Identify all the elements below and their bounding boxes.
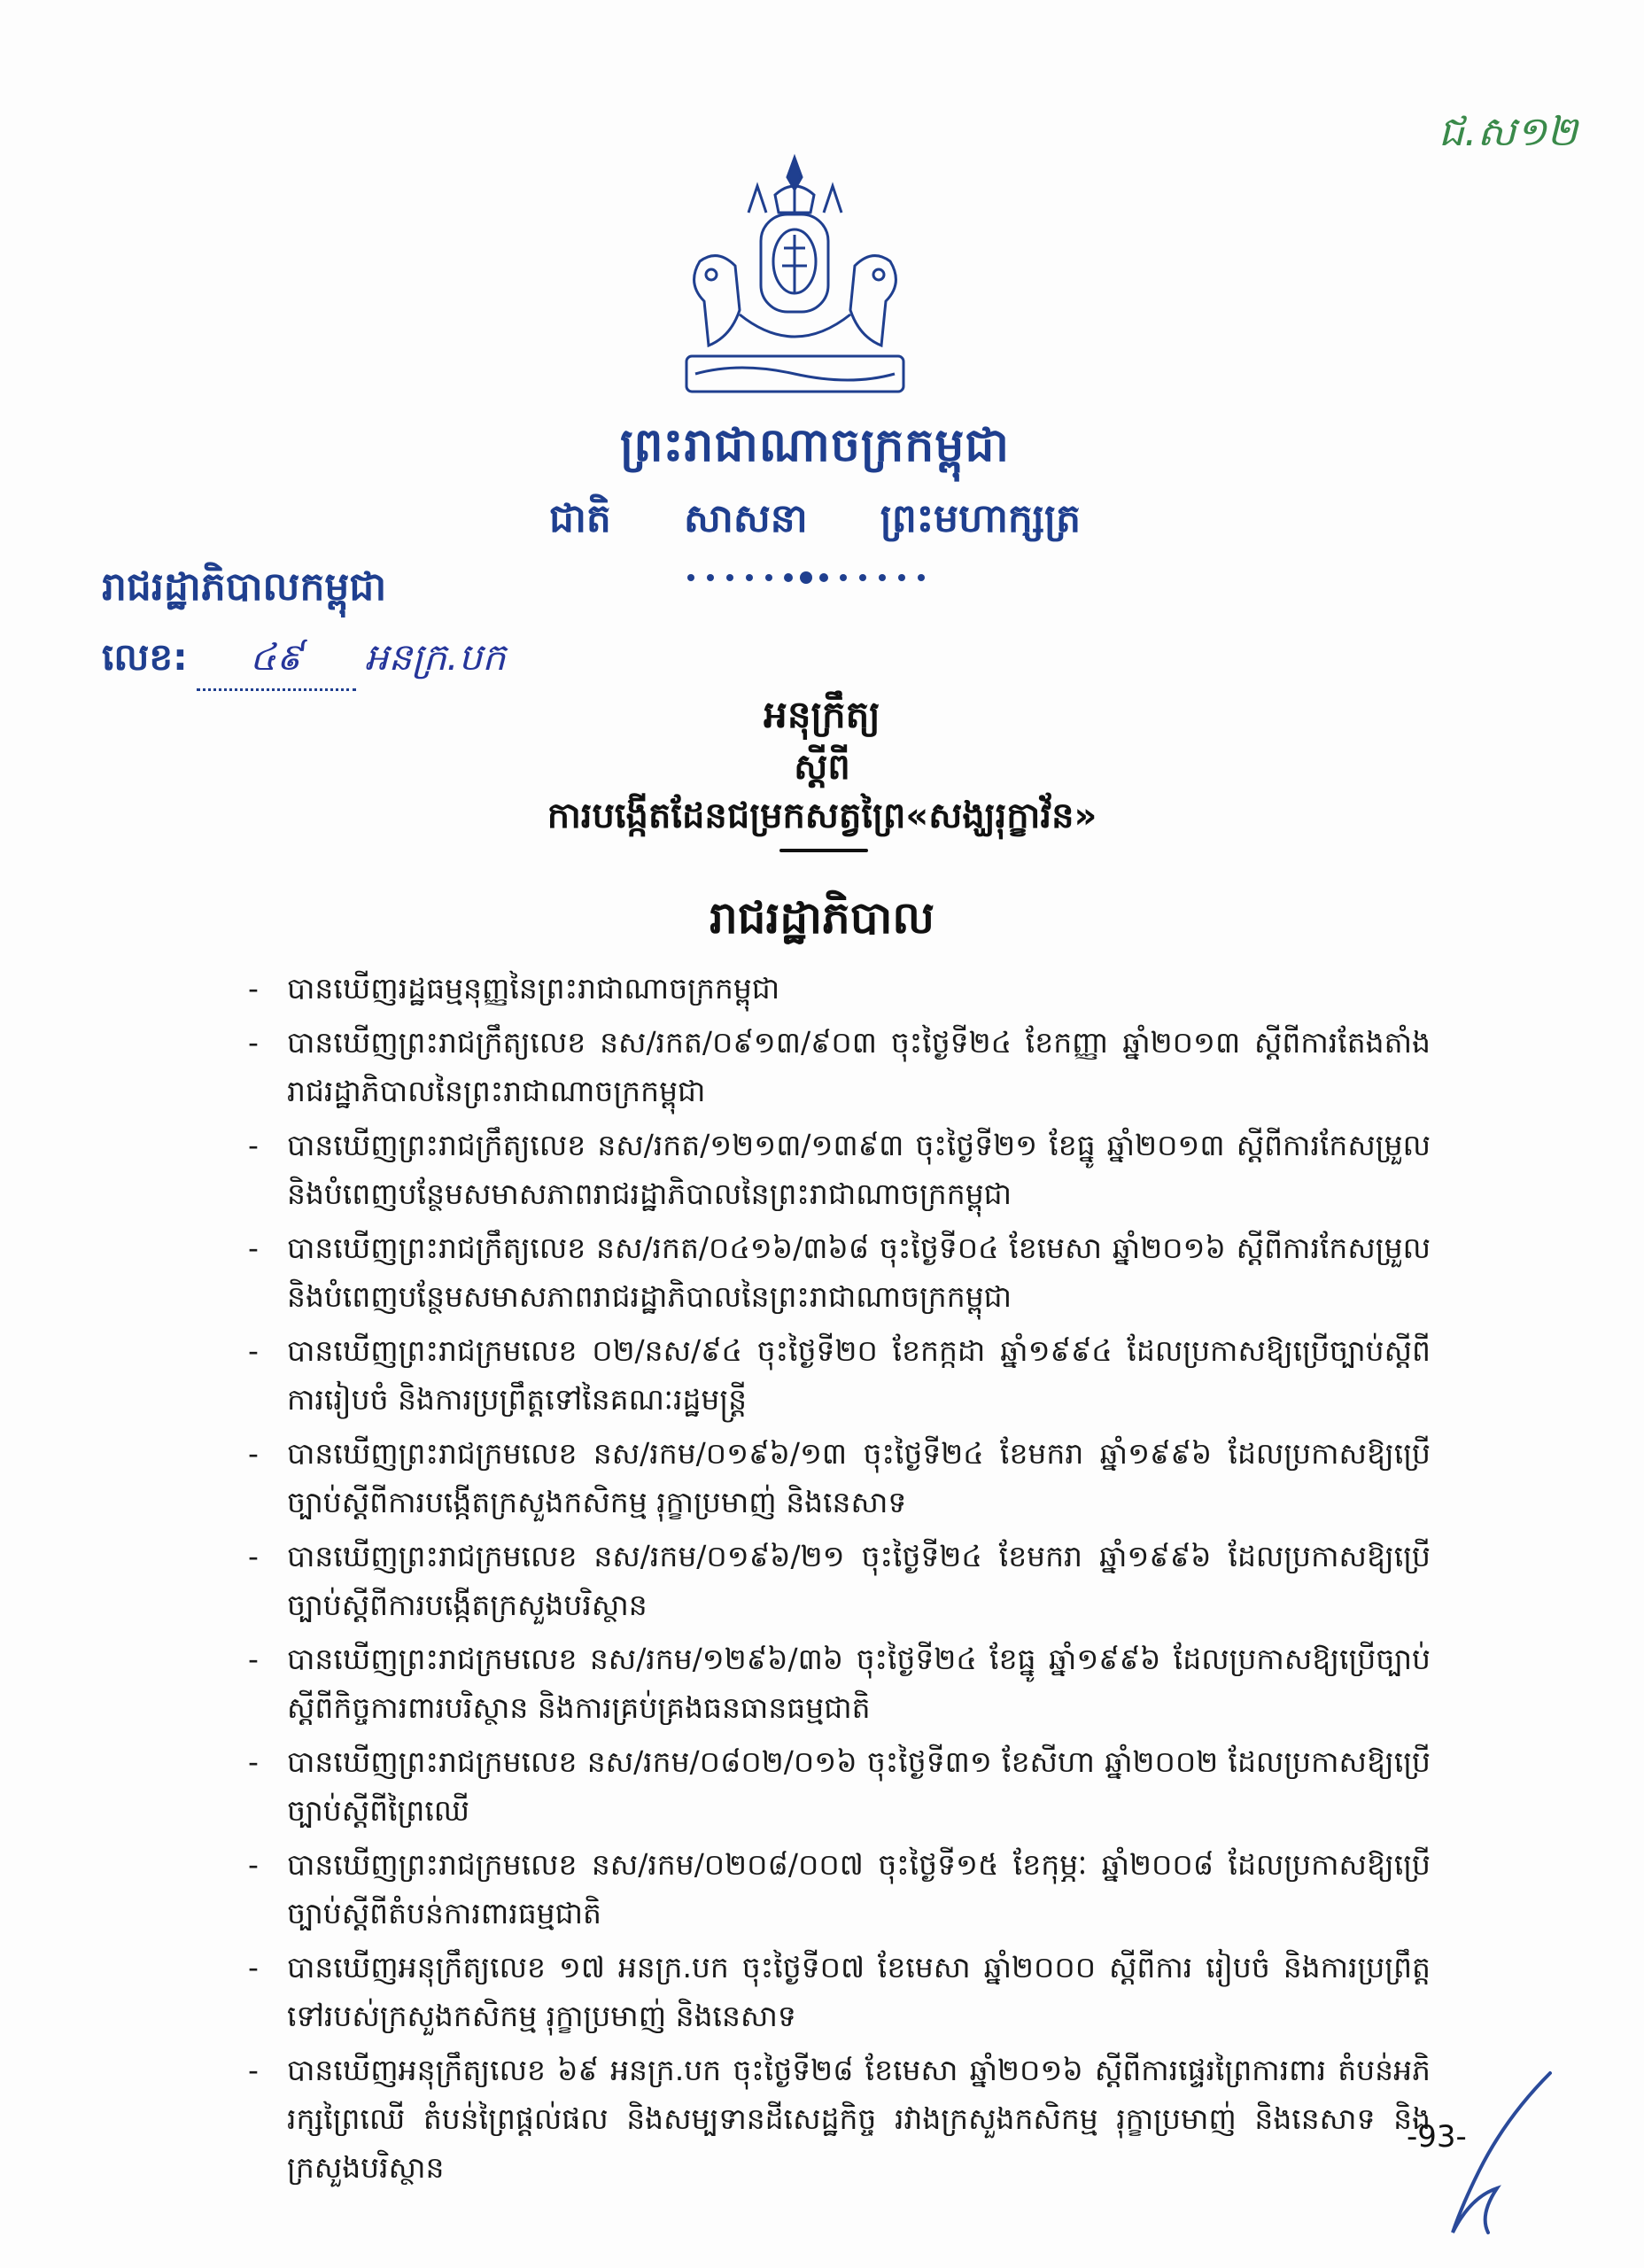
list-item: - បានឃើញព្រះរាជក្រមលេខ នស/រកម/០១៩៦/១៣ ចុះថ្ងៃទី២៤ ខែមករា ឆ្នាំ១៩៩៦ ដែលប្រកាសឱ្យប្រើច្បាប់ស្ដីពីការបង្កើតក្រសួងកសិកម្ម រុក្ខាប្រមាញ់ និងនេសាទ bbox=[248, 1436, 1431, 1519]
national-motto bbox=[531, 494, 1098, 551]
motto-religion: សាសនា bbox=[683, 496, 808, 541]
page-number: -93- bbox=[1407, 2119, 1467, 2155]
section-heading: រាជរដ្ឋាភិបាល bbox=[710, 892, 934, 944]
title-underline bbox=[779, 849, 868, 852]
issuing-authority: រាជរដ្ឋាភិបាលកម្ពុជា bbox=[102, 564, 387, 610]
ornament-divider bbox=[673, 567, 939, 588]
list-item: - បានឃើញព្រះរាជក្រមលេខ នស/រកម/០៨០២/០១៦ ចុះថ្ងៃទី៣១ ខែសីហា ឆ្នាំ២០០២ ដែលប្រកាសឱ្យប្រើច្បាប់ស្ដីពីព្រៃឈើ bbox=[248, 1744, 1431, 1828]
document-type: អនុក្រឹត្យ bbox=[764, 693, 880, 736]
reference-number-line bbox=[102, 633, 506, 691]
list-item: - បានឃើញរដ្ឋធម្មនុញ្ញនៃព្រះរាជាណាចក្រកម្ពុជា bbox=[248, 971, 780, 1006]
kingdom-title: ព្រះរាជាណាចក្រកម្ពុជា bbox=[620, 419, 1010, 472]
list-item: - បានឃើញព្រះរាជក្រមលេខ នស/រកម/០២០៨/០០៧ ចុះថ្ងៃទី១៥ ខែកុម្ភៈ ឆ្នាំ២០០៨ ដែលប្រកាសឱ្យប្រើច្បាប់ស្ដីពីតំបន់ការពារធម្មជាតិ bbox=[248, 1847, 1431, 1930]
reference-number: ៤៩ bbox=[197, 633, 356, 691]
document-subject: ការបង្កើតដែនជម្រកសត្វព្រៃ«សង្ឃរុក្ខាវ័ន» bbox=[547, 796, 1097, 836]
clause-list bbox=[248, 964, 1431, 2197]
list-item: - បានឃើញព្រះរាជក្រមលេខ នស/រកម/០១៩៦/២១ ចុះថ្ងៃទី២៤ ខែមករា ឆ្នាំ១៩៩៦ ដែលប្រកាសឱ្យប្រើច្បាប់ស្ដីពីការបង្កើតក្រសួងបរិស្ថាន bbox=[248, 1539, 1431, 1622]
list-item: - បានឃើញព្រះរាជក្រឹត្យលេខ នស/រកត/១២១៣/១៣៩៣ ចុះថ្ងៃទី២១ ខែធ្នូ ឆ្នាំ២០១៣ ស្ដីពីការកែសម្រួល និងបំពេញបន្ថែមសមាសភាពរាជរដ្ឋាភិបាលនៃព្រះរាជាណាចក្រកម្ពុជា bbox=[248, 1128, 1431, 1211]
list-item: - បានឃើញព្រះរាជក្រមលេខ នស/រកម/១២៩៦/៣៦ ចុះថ្ងៃទី២៤ ខែធ្នូ ឆ្នាំ១៩៩៦ ដែលប្រកាសឱ្យប្រើច្បាប់ស្ដីពីកិច្ចការពារបរិស្ថាន និងការគ្រប់គ្រងធនធានធម្មជាតិ bbox=[248, 1642, 1431, 1725]
stamp-reference: ជ.ស១២ bbox=[1438, 107, 1578, 155]
motto-king: ព្រះមហាក្សត្រ bbox=[880, 496, 1081, 541]
document-about: ស្ដីពី bbox=[794, 747, 850, 788]
list-item: - បានឃើញអនុក្រឹត្យលេខ ៦៩ អនក្រ.បក ចុះថ្ងៃទី២៨ ខែមេសា ឆ្នាំ២០១៦ ស្ដីពីការផ្ទេរព្រៃការពារ តំបន់អភិរក្សព្រៃឈើ តំបន់ព្រៃផ្ដល់ផល និងសម្បទានដីសេដ្ឋកិច្ច រវាងក្រសួងកសិកម្ម រុក្ខាប្រមាញ់ និងនេសាទ និងក្រសួងបរិស្ថាន bbox=[248, 2053, 1431, 2185]
reference-label: លេខ: bbox=[102, 635, 188, 679]
list-item: - បានឃើញព្រះរាជក្រមលេខ ០២/នស/៩៤ ចុះថ្ងៃទី២០ ខែកក្កដា ឆ្នាំ១៩៩៤ ដែលប្រកាសឱ្យប្រើច្បាប់ស្ដីពីការរៀបចំ និងការប្រព្រឹត្តទៅនៃគណៈរដ្ឋមន្ត្រី bbox=[248, 1333, 1431, 1417]
reference-code: អនក្រ.បក bbox=[364, 635, 506, 679]
motto-nation: ជាតិ bbox=[549, 496, 611, 541]
list-item: - បានឃើញព្រះរាជក្រឹត្យលេខ នស/រកត/០៤១៦/៣៦៨ ចុះថ្ងៃទី០៤ ខែមេសា ឆ្នាំ២០១៦ ស្ដីពីការកែសម្រួល និងបំពេញបន្ថែមសមាសភាពរាជរដ្ឋាភិបាលនៃព្រះរាជាណាចក្រកម្ពុជា bbox=[248, 1231, 1431, 1314]
signature-icon bbox=[1426, 2064, 1559, 2241]
list-item: - បានឃើញអនុក្រឹត្យលេខ ១៧ អនក្រ.បក ចុះថ្ងៃទី០៧ ខែមេសា ឆ្នាំ២០០០ ស្ដីពីការ រៀបចំ និងការប្រព្រឹត្តទៅរបស់ក្រសួងកសិកម្ម រុក្ខាប្រមាញ់ និងនេសាទ bbox=[248, 1950, 1431, 2033]
list-item: - បានឃើញព្រះរាជក្រឹត្យលេខ នស/រកត/០៩១៣/៩០៣ ចុះថ្ងៃទី២៤ ខែកញ្ញា ឆ្នាំ២០១៣ ស្ដីពីការតែងតាំងរាជរដ្ឋាភិបាលនៃព្រះរាជាណាចក្រកម្ពុជា bbox=[248, 1025, 1431, 1108]
royal-emblem-icon bbox=[669, 151, 921, 416]
